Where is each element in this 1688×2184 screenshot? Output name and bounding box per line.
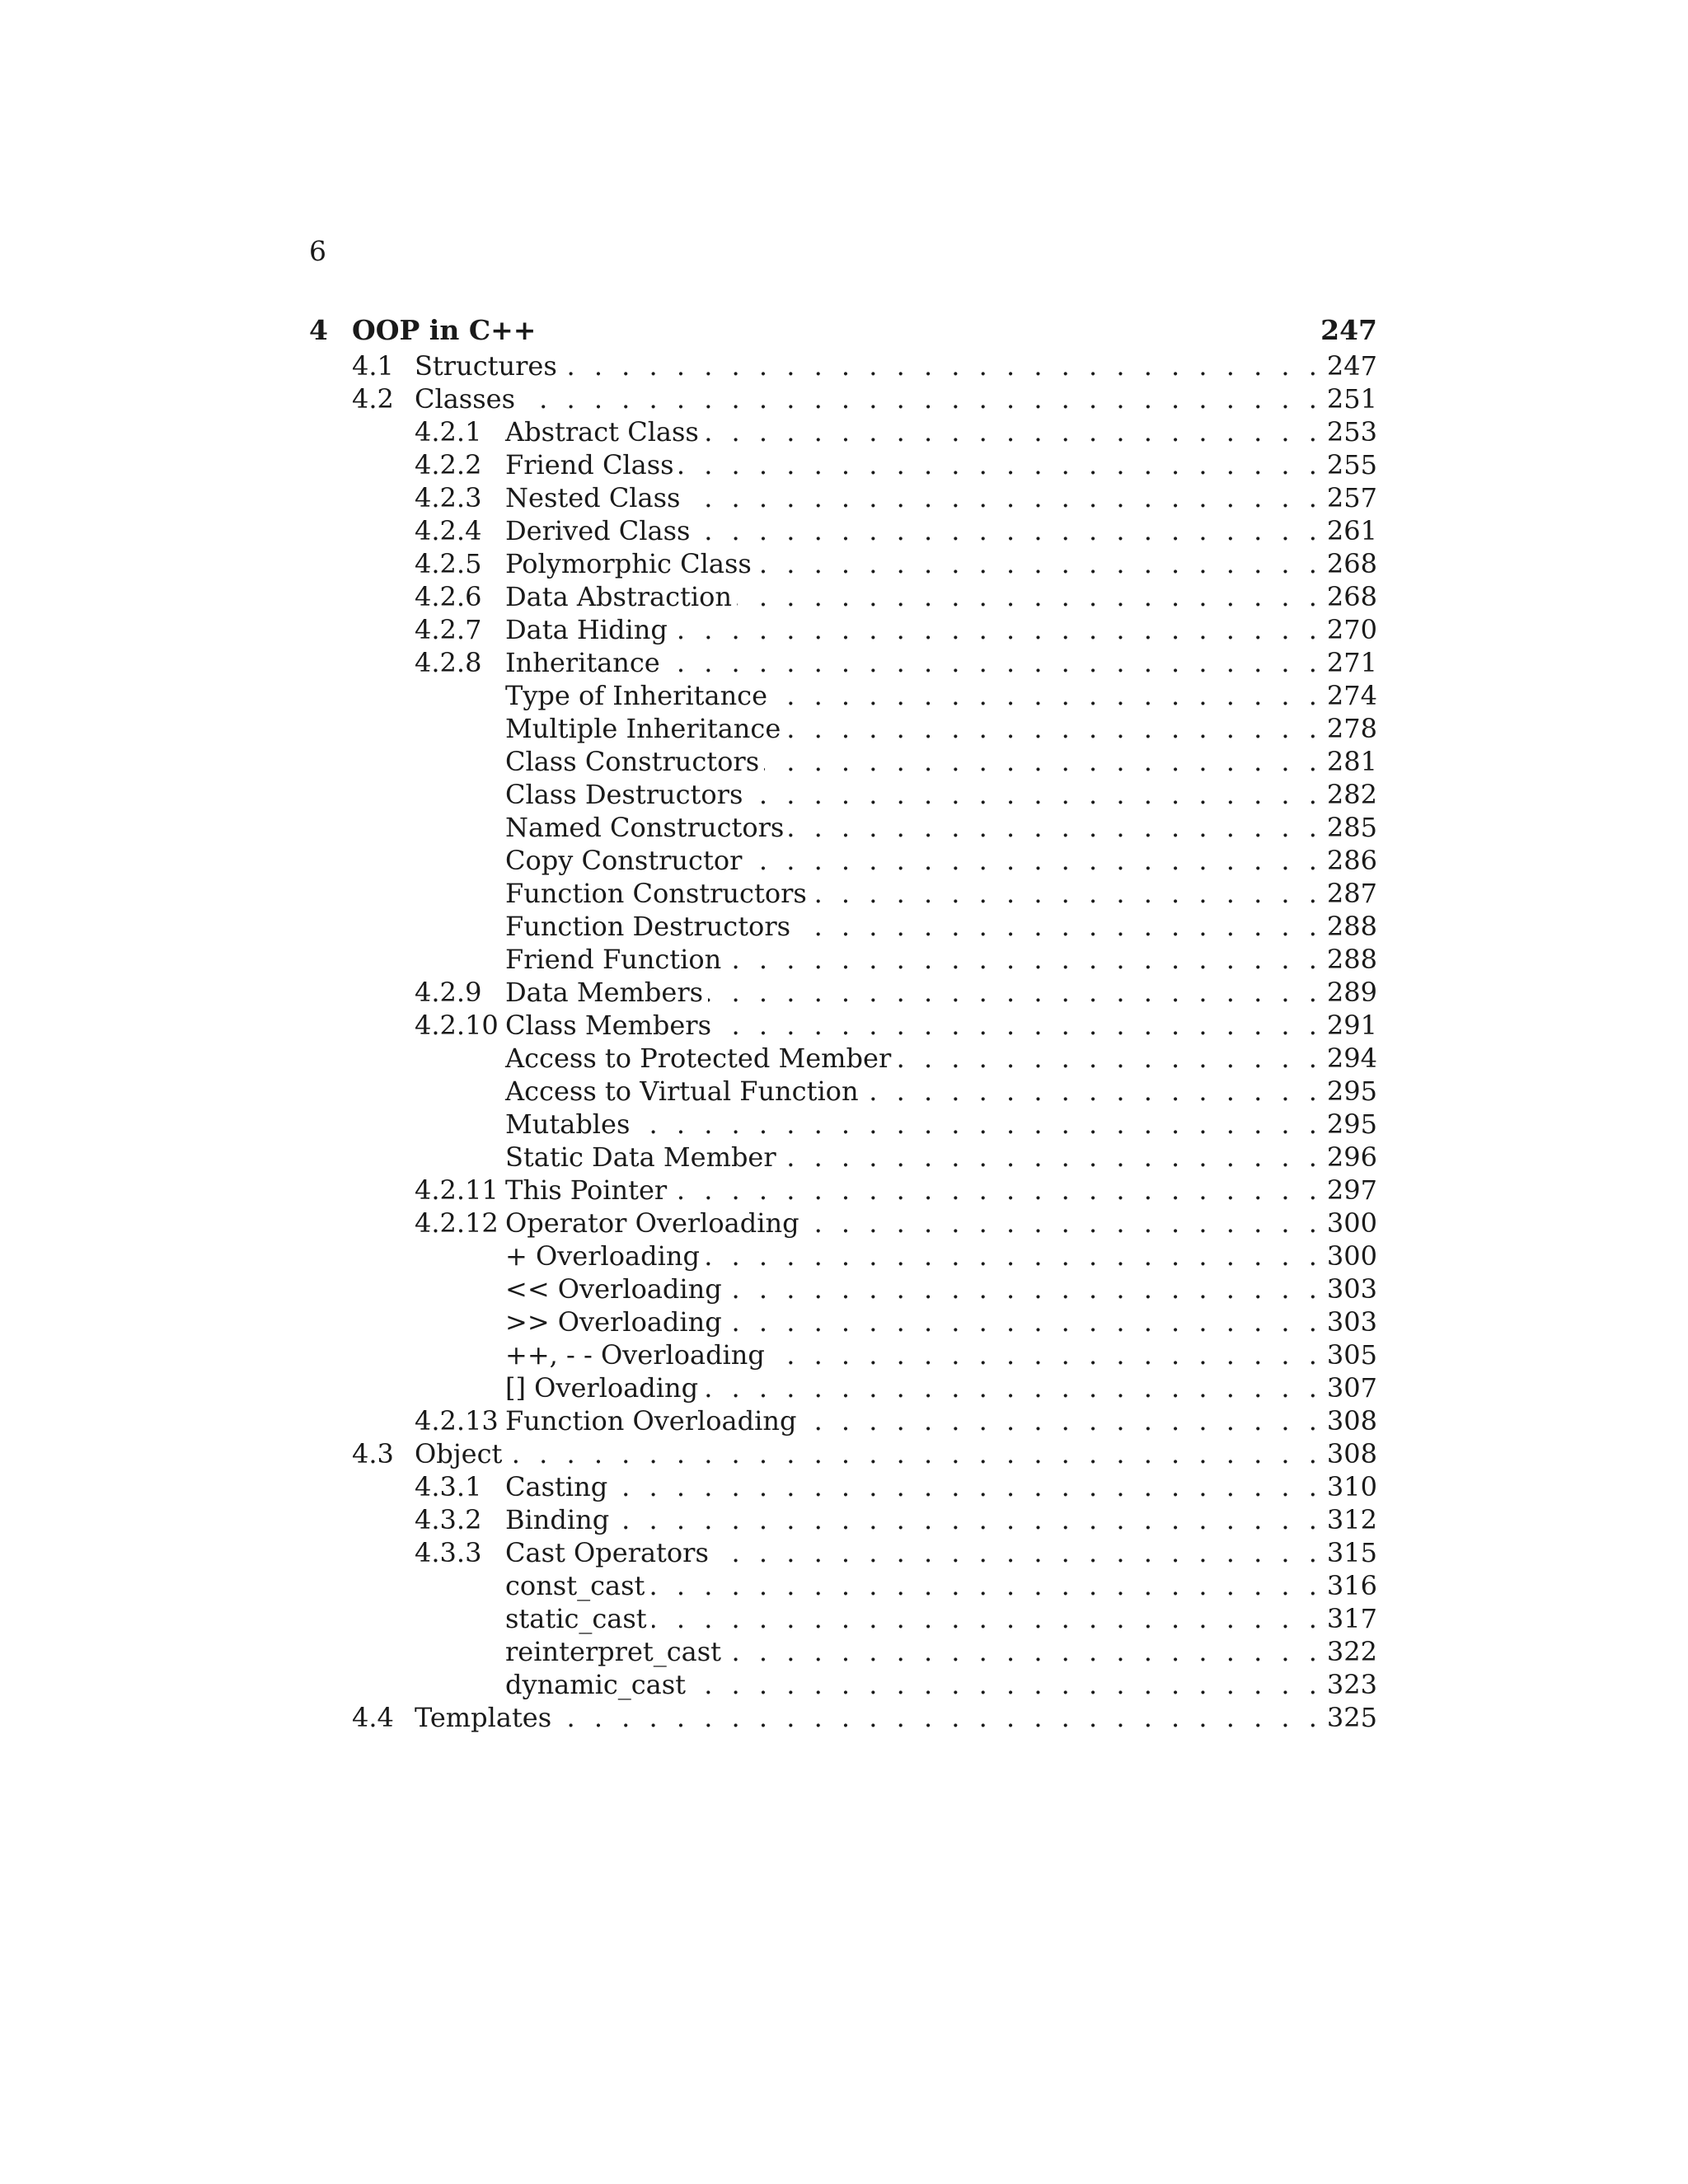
toc-entry-page: 288 [1326, 911, 1377, 942]
toc-entry-page: 312 [1326, 1504, 1377, 1535]
toc-entry-number: 4.2.6 [415, 581, 482, 612]
dot-leader [635, 1108, 1317, 1141]
toc-entry-line [415, 1437, 1377, 1470]
toc-entry-title: Operator Overloading [505, 1207, 799, 1239]
toc-entry [309, 679, 1377, 712]
dot-leader [737, 580, 1317, 613]
toc-entry-page: 274 [1326, 680, 1377, 711]
toc-entry-line [505, 1569, 1377, 1602]
toc-entry [309, 844, 1377, 877]
toc-entry-title: This Pointer [505, 1174, 668, 1206]
toc-entry-page: 291 [1326, 1010, 1377, 1041]
toc-entry-page: 323 [1326, 1669, 1377, 1700]
toc-entry-page: 285 [1326, 812, 1377, 843]
dot-leader [726, 943, 1317, 976]
toc-entry-number: 4.2.7 [415, 614, 482, 645]
toc-entry-title: Named Constructors [505, 812, 785, 843]
dot-leader [727, 1272, 1317, 1305]
dot-leader [649, 1569, 1317, 1602]
toc-entry-line [505, 1503, 1377, 1536]
toc-entry [309, 910, 1377, 943]
toc-entry-line [505, 1141, 1377, 1174]
toc-entry-line [505, 514, 1377, 547]
toc-entry-page: 257 [1326, 482, 1377, 513]
dot-leader [695, 514, 1316, 547]
dot-leader [772, 679, 1317, 712]
toc-entry-page: 316 [1326, 1570, 1377, 1601]
dot-leader [896, 1042, 1317, 1075]
dot-leader [864, 1075, 1317, 1108]
toc-entry-page: 253 [1326, 416, 1377, 448]
toc-entry-page: 268 [1326, 581, 1377, 612]
dot-leader [652, 1602, 1317, 1635]
dot-leader [716, 1009, 1317, 1042]
dot-leader [673, 613, 1317, 646]
dot-leader [781, 1141, 1317, 1174]
toc-entry-line [505, 1602, 1377, 1635]
toc-entry-line [415, 349, 1377, 382]
toc-entry-page: 296 [1326, 1141, 1377, 1173]
toc-entry-title: Derived Class [505, 515, 691, 546]
toc-entry [309, 646, 1377, 679]
toc-entry-title: static_cast [505, 1603, 647, 1634]
toc-entry-title: Function Constructors [505, 878, 807, 909]
toc-entry-line [505, 1470, 1377, 1503]
toc-entry [309, 613, 1377, 646]
toc-entry-line [352, 312, 1377, 349]
toc-entry-page: 295 [1326, 1108, 1377, 1140]
dot-leader [785, 712, 1317, 745]
toc-entry [309, 514, 1377, 547]
dot-leader [562, 349, 1317, 382]
toc-entry-page: 278 [1326, 713, 1377, 744]
dot-leader [812, 877, 1317, 910]
toc-entry [309, 1207, 1377, 1240]
toc-entry-line [505, 448, 1377, 481]
dot-leader [614, 1503, 1317, 1536]
dot-leader [708, 976, 1317, 1009]
toc-entry-number: 4.2.9 [415, 977, 482, 1008]
toc-entry-line [505, 976, 1377, 1009]
toc-entry-title: >> Overloading [505, 1306, 722, 1338]
dot-leader [757, 547, 1317, 580]
toc-entry-line [505, 1108, 1377, 1141]
toc-entry-number: 4.2.5 [415, 548, 482, 579]
toc-entry-line [505, 1009, 1377, 1042]
toc-entry-title: OOP in C++ [352, 314, 537, 346]
toc-entry-page: 303 [1326, 1273, 1377, 1305]
toc-entry-number: 4.2.3 [415, 482, 482, 513]
toc-entry [309, 1404, 1377, 1437]
toc-entry-title: reinterpret_cast [505, 1636, 722, 1667]
toc-entry-title: Data Abstraction [505, 581, 732, 612]
toc-entry-title: Abstract Class [505, 416, 699, 448]
dot-leader [704, 415, 1317, 448]
toc-entry-title: Function Overloading [505, 1405, 797, 1436]
toc-entry-page: 282 [1326, 779, 1377, 810]
toc-entry-line [505, 1536, 1377, 1569]
dot-leader [612, 1470, 1317, 1503]
toc-entry-title: + Overloading [505, 1240, 700, 1272]
toc-entry-line [505, 1404, 1377, 1437]
toc-entry-number: 4.3.1 [415, 1471, 482, 1502]
toc-entry [309, 1536, 1377, 1569]
toc-entry-title: Type of Inheritance [505, 680, 768, 711]
toc-entry-page: 255 [1326, 449, 1377, 480]
toc-entry-title: ++, - - Overloading [505, 1339, 765, 1371]
toc-entry-title: Static Data Member [505, 1141, 776, 1173]
toc-entry-page: 271 [1326, 647, 1377, 678]
toc-entry-page: 308 [1326, 1405, 1377, 1436]
dot-leader [748, 778, 1317, 811]
toc-entry-line [505, 1338, 1377, 1371]
toc-entry-number: 4.2.1 [415, 416, 482, 448]
toc-entry-title: Multiple Inheritance [505, 713, 781, 744]
toc-entry [309, 448, 1377, 481]
dot-leader [520, 382, 1317, 415]
toc-entry-line [505, 778, 1377, 811]
toc-entry-line [505, 1272, 1377, 1305]
dot-leader [726, 1635, 1317, 1668]
toc-entry-line [505, 580, 1377, 613]
toc-entry-line [415, 382, 1377, 415]
toc-entry-page: 305 [1326, 1339, 1377, 1371]
toc-entry-title: Classes [415, 383, 515, 415]
toc-entry-line [505, 1075, 1377, 1108]
dot-leader [703, 1371, 1317, 1404]
toc-entry-page: 310 [1326, 1471, 1377, 1502]
toc-entry-page: 315 [1326, 1537, 1377, 1568]
toc-entry-number: 4.2.11 [415, 1174, 499, 1206]
toc-entry-number: 4.3.2 [415, 1504, 482, 1535]
toc-entry [309, 349, 1377, 382]
toc-entry-line [505, 679, 1377, 712]
toc-entry-title: Data Hiding [505, 614, 668, 645]
toc-entry [309, 1272, 1377, 1305]
toc-entry [309, 1174, 1377, 1207]
toc-entry [309, 415, 1377, 448]
toc-entry-page: 289 [1326, 977, 1377, 1008]
toc-entry-page: 251 [1326, 383, 1377, 415]
toc-entry-line [505, 877, 1377, 910]
toc-entry-page: 288 [1326, 944, 1377, 975]
toc-entry-page: 286 [1326, 845, 1377, 876]
toc-entry [309, 1602, 1377, 1635]
toc-entry-line [505, 1240, 1377, 1272]
toc-entry [309, 943, 1377, 976]
toc-entry [309, 976, 1377, 1009]
toc-entry-title: Templates [415, 1702, 552, 1733]
dot-leader [679, 448, 1317, 481]
toc-entry-title: Nested Class [505, 482, 681, 513]
toc-entry-number: 4.1 [352, 350, 394, 382]
toc-entry-line [505, 481, 1377, 514]
toc-entry [309, 745, 1377, 778]
toc-entry-page: 303 [1326, 1306, 1377, 1338]
toc-entry-number: 4.2.10 [415, 1010, 499, 1041]
toc-entry [309, 1338, 1377, 1371]
toc-entry-title: Object [415, 1438, 503, 1469]
toc-entry-title: Polymorphic Class [505, 548, 752, 579]
dot-leader [714, 1536, 1317, 1569]
toc-entry [309, 712, 1377, 745]
toc-entry-title: Binding [505, 1504, 610, 1535]
toc-entry-line [505, 712, 1377, 745]
dot-leader [789, 811, 1317, 844]
toc-entry-title: Data Members [505, 977, 704, 1008]
dot-leader [685, 481, 1316, 514]
dot-leader [801, 1404, 1317, 1437]
toc-entry-number: 4.4 [352, 1702, 394, 1733]
dot-leader [507, 1437, 1317, 1470]
toc-entry [309, 1470, 1377, 1503]
dot-leader [804, 1207, 1317, 1240]
dot-leader [665, 646, 1317, 679]
toc-entry-number: 4.3 [352, 1438, 394, 1469]
toc-entry-title: Cast Operators [505, 1537, 709, 1568]
toc-entry-line [415, 1701, 1377, 1734]
toc-entry-title: Casting [505, 1471, 608, 1502]
dot-leader [672, 1174, 1317, 1207]
toc-entry-number: 4.2.13 [415, 1405, 499, 1436]
dot-leader [795, 910, 1317, 943]
toc-entry-title: dynamic_cast [505, 1669, 687, 1700]
toc-entry [309, 1009, 1377, 1042]
toc-entry-page: 247 [1320, 314, 1377, 346]
toc-entry [309, 1075, 1377, 1108]
toc-entry-line [505, 943, 1377, 976]
dot-leader [691, 1668, 1317, 1701]
toc-entry [309, 1240, 1377, 1272]
toc-entry-line [505, 1207, 1377, 1240]
toc-entry-title: Structures [415, 350, 557, 382]
dot-leader [747, 844, 1317, 877]
toc-entry-title: Inheritance [505, 647, 660, 678]
toc-entry-title: << Overloading [505, 1273, 722, 1305]
toc-entry [309, 1108, 1377, 1141]
toc-entry-page: 247 [1326, 350, 1377, 382]
toc-entry-line [505, 1668, 1377, 1701]
toc-entry [309, 1701, 1377, 1734]
toc-entry-page: 268 [1326, 548, 1377, 579]
dot-leader [556, 1701, 1317, 1734]
toc-entry-title: Friend Function [505, 944, 722, 975]
toc-entry-line [505, 646, 1377, 679]
toc-entry-title: Mutables [505, 1108, 631, 1140]
toc-entry-line [505, 1371, 1377, 1404]
toc-entry-title: const_cast [505, 1570, 645, 1601]
toc-entry [309, 547, 1377, 580]
toc-entry-page: 300 [1326, 1207, 1377, 1239]
toc-chapter-entry [309, 312, 1377, 349]
toc-entry [309, 1141, 1377, 1174]
toc-entry-page: 281 [1326, 746, 1377, 777]
toc-entry-title: Class Members [505, 1010, 711, 1041]
toc-entry-page: 325 [1326, 1702, 1377, 1733]
toc-entry-page: 295 [1326, 1076, 1377, 1107]
toc-entry-page: 322 [1326, 1636, 1377, 1667]
toc-entry [309, 1371, 1377, 1404]
toc-entry-number: 4.3.3 [415, 1537, 482, 1568]
toc-entry-line [505, 811, 1377, 844]
toc-entry-line [505, 844, 1377, 877]
toc-entry-line [505, 745, 1377, 778]
dot-leader [727, 1305, 1317, 1338]
toc-entry [309, 1503, 1377, 1536]
toc-entry-number: 4.2.12 [415, 1207, 499, 1239]
toc-entry-number: 4.2.2 [415, 449, 482, 480]
toc-entry [309, 481, 1377, 514]
toc-entry-page: 300 [1326, 1240, 1377, 1272]
toc-entry-line [505, 1635, 1377, 1668]
toc-entry-page: 307 [1326, 1372, 1377, 1404]
toc-entry [309, 778, 1377, 811]
table-of-contents [309, 312, 1377, 1734]
dot-leader [770, 1338, 1317, 1371]
toc-entry [309, 811, 1377, 844]
toc-entry-title: Friend Class [505, 449, 674, 480]
dot-leader [705, 1240, 1317, 1272]
toc-entry [309, 1635, 1377, 1668]
toc-entry-number: 4.2.8 [415, 647, 482, 678]
toc-entry-title: Class Destructors [505, 779, 743, 810]
toc-entry [309, 382, 1377, 415]
toc-entry-line [505, 613, 1377, 646]
toc-entry-page: 294 [1326, 1043, 1377, 1074]
toc-entry [309, 580, 1377, 613]
toc-entry-page: 270 [1326, 614, 1377, 645]
toc-entry-title: Function Destructors [505, 911, 791, 942]
toc-entry-page: 261 [1326, 515, 1377, 546]
page-number: 6 [309, 235, 326, 267]
toc-entry-title: Copy Constructor [505, 845, 743, 876]
toc-entry-title: [] Overloading [505, 1372, 699, 1404]
toc-entry [309, 1437, 1377, 1470]
toc-entry-number: 4.2.4 [415, 515, 482, 546]
toc-entry-line [505, 910, 1377, 943]
toc-entry [309, 877, 1377, 910]
toc-entry-page: 297 [1326, 1174, 1377, 1206]
toc-entry-line [505, 1042, 1377, 1075]
toc-entry-line [505, 415, 1377, 448]
toc-entry-title: Access to Virtual Function [505, 1076, 859, 1107]
toc-entry-number: 4.2 [352, 383, 394, 415]
toc-entry-line [505, 1174, 1377, 1207]
toc-entry-title: Class Constructors [505, 746, 760, 777]
toc-entry-line [505, 1305, 1377, 1338]
dot-leader [764, 745, 1317, 778]
toc-entry-line [505, 547, 1377, 580]
toc-entry-number: 4 [309, 314, 328, 346]
toc-entry [309, 1569, 1377, 1602]
toc-entry [309, 1042, 1377, 1075]
toc-entry-page: 317 [1326, 1603, 1377, 1634]
toc-entry-title: Access to Protected Member [505, 1043, 892, 1074]
toc-entry-page: 287 [1326, 878, 1377, 909]
toc-entry [309, 1668, 1377, 1701]
toc-entry-page: 308 [1326, 1438, 1377, 1469]
toc-entry [309, 1305, 1377, 1338]
